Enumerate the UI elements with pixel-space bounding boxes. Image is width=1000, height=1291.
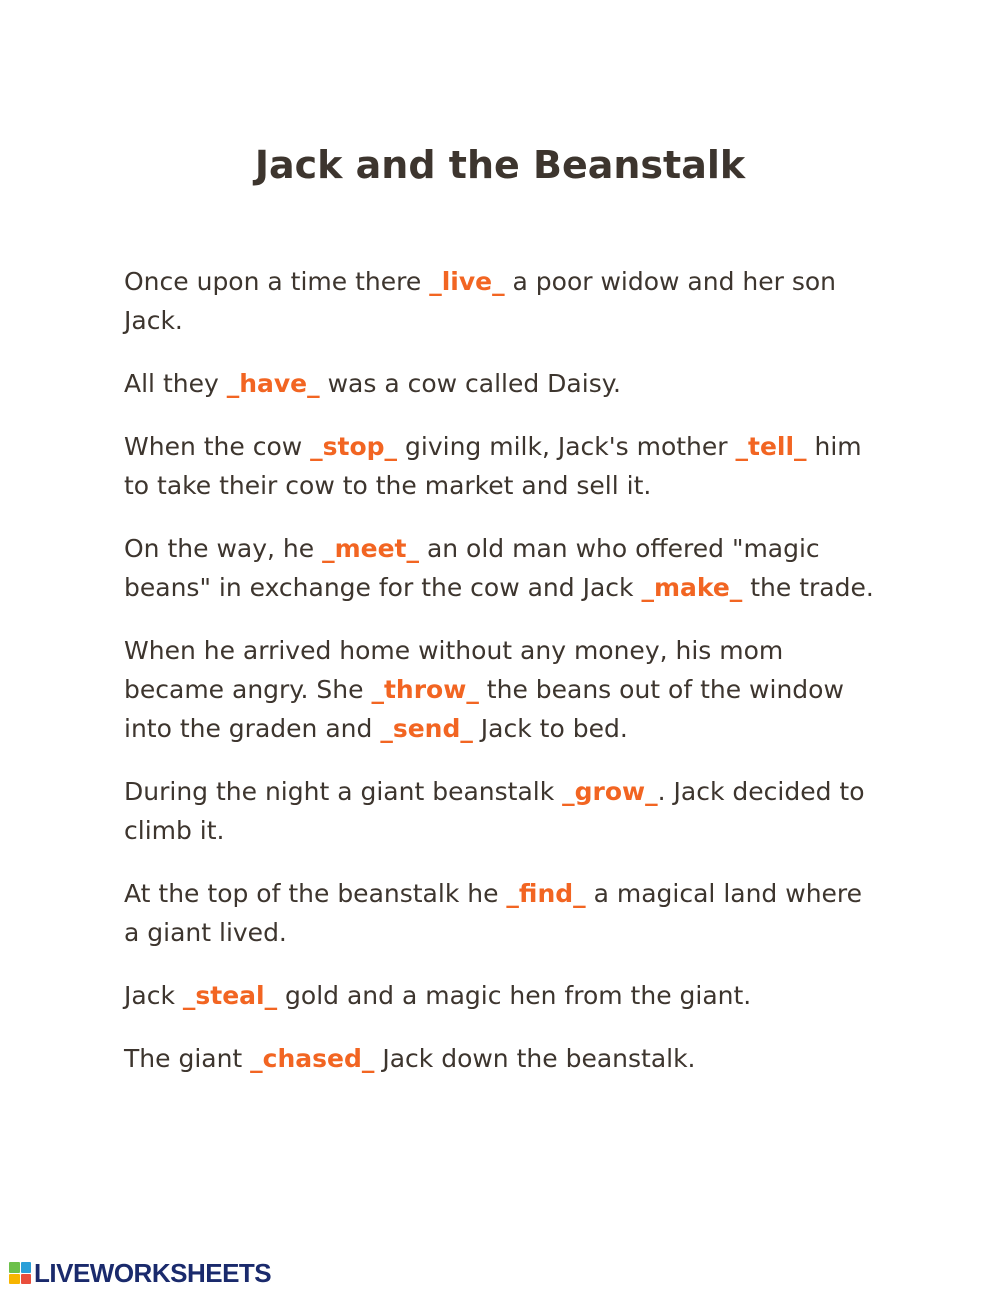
story-paragraph xyxy=(124,364,884,403)
story-text: On the way, he xyxy=(124,534,323,563)
fill-in-blank[interactable]: _chased_ xyxy=(250,1044,375,1073)
story-text: a magical land where a giant lived. xyxy=(124,879,863,947)
fill-in-blank[interactable]: _tell_ xyxy=(735,432,807,461)
liveworksheets-logo[interactable] xyxy=(9,1259,271,1287)
story-text: The giant xyxy=(124,1044,251,1073)
fill-in-blank[interactable]: _grow_ xyxy=(562,777,658,806)
logo-text: LIVEWORKSHEETS xyxy=(34,1258,272,1288)
fill-in-blank[interactable]: _steal_ xyxy=(182,981,278,1010)
story-paragraph xyxy=(124,976,884,1015)
liveworksheets-logo-icon xyxy=(9,1262,31,1284)
story-text: the trade. xyxy=(742,573,874,602)
story-text: a poor widow and her son Jack. xyxy=(124,267,837,335)
story-paragraph xyxy=(124,529,884,607)
story-paragraph xyxy=(124,631,884,748)
fill-in-blank[interactable]: _meet_ xyxy=(322,534,419,563)
story-paragraph xyxy=(124,1039,884,1078)
fill-in-blank[interactable]: _have_ xyxy=(226,369,320,398)
story-text: Jack xyxy=(124,981,183,1010)
story-paragraph xyxy=(124,874,884,952)
story-body xyxy=(124,262,884,1102)
story-text: Jack to bed. xyxy=(472,714,628,743)
story-text: him to take their cow to the market and sell it. xyxy=(124,432,862,500)
story-paragraph xyxy=(124,262,884,340)
story-text: the beans out of the window into the graden and xyxy=(124,675,844,743)
page-title: Jack and the Beanstalk xyxy=(254,143,746,187)
story-text: gold and a magic hen from the giant. xyxy=(277,981,752,1010)
story-paragraph xyxy=(124,772,884,850)
story-text: giving milk, Jack's mother xyxy=(397,432,736,461)
story-text: Jack down the beanstalk. xyxy=(374,1044,696,1073)
story-text: . Jack decided to climb it. xyxy=(124,777,865,845)
story-text: All they xyxy=(124,369,227,398)
story-text: At the top of the beanstalk he xyxy=(124,879,507,908)
fill-in-blank[interactable]: _make_ xyxy=(641,573,743,602)
story-text: an old man who offered "magic beans" in exchange for the cow and Jack xyxy=(124,534,820,602)
story-text: When he arrived home without any money, his mom became angry. She xyxy=(124,636,784,704)
fill-in-blank[interactable]: _find_ xyxy=(506,879,586,908)
fill-in-blank[interactable]: _stop_ xyxy=(310,432,398,461)
story-text: When the cow xyxy=(124,432,311,461)
fill-in-blank[interactable]: _throw_ xyxy=(371,675,479,704)
story-text: Once upon a time there xyxy=(124,267,430,296)
story-text: was a cow called Daisy. xyxy=(319,369,621,398)
story-text: During the night a giant beanstalk xyxy=(124,777,563,806)
fill-in-blank[interactable]: _send_ xyxy=(380,714,473,743)
story-paragraph xyxy=(124,427,884,505)
fill-in-blank[interactable]: _live_ xyxy=(429,267,505,296)
